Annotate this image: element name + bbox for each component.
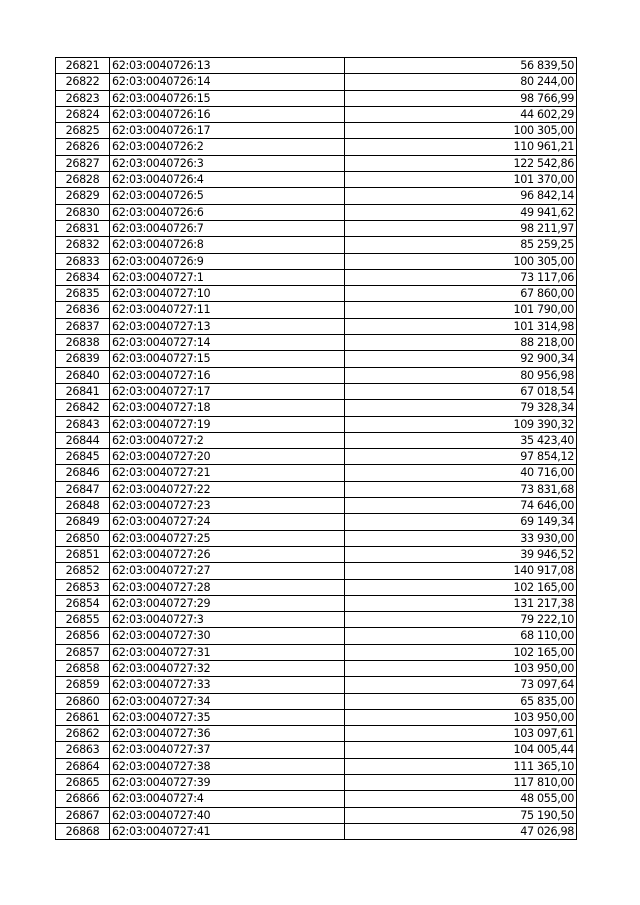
cadastral-value-cell: 40 716,00: [345, 465, 577, 481]
cadastral-value-cell: 98 211,97: [345, 220, 577, 236]
table-row: [56, 498, 577, 514]
cadastral-number-cell: 62:03:0040726:6: [110, 204, 345, 220]
cadastral-number-cell: 62:03:0040727:11: [110, 302, 345, 318]
cadastral-number-cell: 62:03:0040726:14: [110, 74, 345, 90]
table-row: [56, 90, 577, 106]
cadastral-number-cell: 62:03:0040727:14: [110, 335, 345, 351]
cadastral-value-cell: 56 839,50: [345, 58, 577, 74]
cadastral-number-cell: 62:03:0040727:16: [110, 367, 345, 383]
cadastral-value-cell: 80 956,98: [345, 367, 577, 383]
table-row: [56, 172, 577, 188]
table-row: [56, 123, 577, 139]
table-row: [56, 612, 577, 628]
row-number-cell: 26849: [56, 514, 110, 530]
cadastral-number-cell: 62:03:0040727:30: [110, 628, 345, 644]
cadastral-value-cell: 79 328,34: [345, 400, 577, 416]
row-number-cell: 26859: [56, 677, 110, 693]
table-row: [56, 449, 577, 465]
table-row: [56, 286, 577, 302]
cadastral-value-cell: 102 165,00: [345, 579, 577, 595]
row-number-cell: 26829: [56, 188, 110, 204]
cadastral-number-cell: 62:03:0040727:39: [110, 775, 345, 791]
cadastral-value-cell: 35 423,40: [345, 432, 577, 448]
cadastral-value-cell: 140 917,08: [345, 563, 577, 579]
row-number-cell: 26860: [56, 693, 110, 709]
table-row: [56, 807, 577, 823]
table-row: [56, 253, 577, 269]
row-number-cell: 26862: [56, 726, 110, 742]
table-row: [56, 237, 577, 253]
cadastral-value-cell: 44 602,29: [345, 106, 577, 122]
cadastral-value-cell: 69 149,34: [345, 514, 577, 530]
row-number-cell: 26842: [56, 400, 110, 416]
row-number-cell: 26825: [56, 123, 110, 139]
cadastral-number-cell: 62:03:0040727:35: [110, 709, 345, 725]
cadastral-number-cell: 62:03:0040726:13: [110, 58, 345, 74]
cadastral-value-cell: 109 390,32: [345, 416, 577, 432]
cadastral-number-cell: 62:03:0040727:19: [110, 416, 345, 432]
row-number-cell: 26847: [56, 481, 110, 497]
row-number-cell: 26852: [56, 563, 110, 579]
table-row: [56, 742, 577, 758]
row-number-cell: 26856: [56, 628, 110, 644]
cadastral-number-cell: 62:03:0040727:2: [110, 432, 345, 448]
row-number-cell: 26857: [56, 644, 110, 660]
row-number-cell: 26844: [56, 432, 110, 448]
row-number-cell: 26866: [56, 791, 110, 807]
table-row: [56, 58, 577, 74]
row-number-cell: 26843: [56, 416, 110, 432]
cadastral-value-cell: 73 831,68: [345, 481, 577, 497]
cadastral-value-cell: 80 244,00: [345, 74, 577, 90]
row-number-cell: 26824: [56, 106, 110, 122]
table-row: [56, 188, 577, 204]
cadastral-value-cell: 47 026,98: [345, 823, 577, 839]
table-row: [56, 660, 577, 676]
table-body: [56, 58, 577, 840]
cadastral-value-cell: 67 860,00: [345, 286, 577, 302]
cadastral-value-cell: 103 097,61: [345, 726, 577, 742]
table-row: [56, 269, 577, 285]
table-row: [56, 823, 577, 839]
cadastral-number-cell: 62:03:0040727:15: [110, 351, 345, 367]
table-row: [56, 758, 577, 774]
cadastral-value-cell: 67 018,54: [345, 383, 577, 399]
table-row: [56, 351, 577, 367]
cadastral-value-cell: 49 941,62: [345, 204, 577, 220]
cadastral-value-cell: 39 946,52: [345, 546, 577, 562]
cadastral-number-cell: 62:03:0040727:25: [110, 530, 345, 546]
table-row: [56, 481, 577, 497]
cadastral-value-cell: 100 305,00: [345, 253, 577, 269]
cadastral-number-cell: 62:03:0040727:1: [110, 269, 345, 285]
cadastral-value-cell: 85 259,25: [345, 237, 577, 253]
table-row: [56, 628, 577, 644]
cadastral-value-cell: 73 117,06: [345, 269, 577, 285]
cadastral-number-cell: 62:03:0040727:41: [110, 823, 345, 839]
cadastral-value-cell: 74 646,00: [345, 498, 577, 514]
cadastral-number-cell: 62:03:0040727:28: [110, 579, 345, 595]
cadastral-number-cell: 62:03:0040726:17: [110, 123, 345, 139]
row-number-cell: 26822: [56, 74, 110, 90]
row-number-cell: 26861: [56, 709, 110, 725]
row-number-cell: 26854: [56, 595, 110, 611]
row-number-cell: 26845: [56, 449, 110, 465]
cadastral-number-cell: 62:03:0040726:2: [110, 139, 345, 155]
cadastral-value-cell: 92 900,34: [345, 351, 577, 367]
cadastral-value-cell: 102 165,00: [345, 644, 577, 660]
table-row: [56, 432, 577, 448]
row-number-cell: 26858: [56, 660, 110, 676]
cadastral-value-cell: 122 542,86: [345, 155, 577, 171]
cadastral-number-cell: 62:03:0040727:32: [110, 660, 345, 676]
cadastral-number-cell: 62:03:0040727:37: [110, 742, 345, 758]
cadastral-value-cell: 117 810,00: [345, 775, 577, 791]
table-row: [56, 514, 577, 530]
cadastral-value-cell: 65 835,00: [345, 693, 577, 709]
table-row: [56, 465, 577, 481]
row-number-cell: 26839: [56, 351, 110, 367]
cadastral-number-cell: 62:03:0040727:13: [110, 318, 345, 334]
row-number-cell: 26867: [56, 807, 110, 823]
cadastral-number-cell: 62:03:0040727:10: [110, 286, 345, 302]
cadastral-number-cell: 62:03:0040726:16: [110, 106, 345, 122]
row-number-cell: 26821: [56, 58, 110, 74]
table-row: [56, 693, 577, 709]
table-row: [56, 644, 577, 660]
row-number-cell: 26841: [56, 383, 110, 399]
table-row: [56, 416, 577, 432]
cadastral-value-cell: 101 790,00: [345, 302, 577, 318]
cadastral-value-cell: 96 842,14: [345, 188, 577, 204]
table-row: [56, 530, 577, 546]
cadastral-value-cell: 103 950,00: [345, 660, 577, 676]
table-row: [56, 106, 577, 122]
row-number-cell: 26868: [56, 823, 110, 839]
row-number-cell: 26846: [56, 465, 110, 481]
cadastral-number-cell: 62:03:0040726:15: [110, 90, 345, 106]
row-number-cell: 26851: [56, 546, 110, 562]
row-number-cell: 26850: [56, 530, 110, 546]
cadastral-number-cell: 62:03:0040726:3: [110, 155, 345, 171]
table-row: [56, 139, 577, 155]
cadastral-number-cell: 62:03:0040727:20: [110, 449, 345, 465]
row-number-cell: 26853: [56, 579, 110, 595]
table-row: [56, 204, 577, 220]
row-number-cell: 26840: [56, 367, 110, 383]
cadastral-number-cell: 62:03:0040727:24: [110, 514, 345, 530]
cadastral-number-cell: 62:03:0040727:22: [110, 481, 345, 497]
cadastral-value-cell: 103 950,00: [345, 709, 577, 725]
table-row: [56, 677, 577, 693]
cadastral-number-cell: 62:03:0040727:26: [110, 546, 345, 562]
row-number-cell: 26837: [56, 318, 110, 334]
table-row: [56, 383, 577, 399]
row-number-cell: 26823: [56, 90, 110, 106]
cadastral-value-cell: 101 314,98: [345, 318, 577, 334]
cadastral-value-cell: 33 930,00: [345, 530, 577, 546]
cadastral-number-cell: 62:03:0040726:5: [110, 188, 345, 204]
table-row: [56, 335, 577, 351]
document-page: [55, 57, 577, 840]
row-number-cell: 26855: [56, 612, 110, 628]
cadastral-number-cell: 62:03:0040727:21: [110, 465, 345, 481]
table-row: [56, 74, 577, 90]
row-number-cell: 26864: [56, 758, 110, 774]
table-row: [56, 220, 577, 236]
row-number-cell: 26865: [56, 775, 110, 791]
cadastral-number-cell: 62:03:0040727:17: [110, 383, 345, 399]
cadastral-value-cell: 68 110,00: [345, 628, 577, 644]
cadastral-value-cell: 79 222,10: [345, 612, 577, 628]
row-number-cell: 26833: [56, 253, 110, 269]
row-number-cell: 26830: [56, 204, 110, 220]
table-row: [56, 155, 577, 171]
row-number-cell: 26838: [56, 335, 110, 351]
cadastral-value-cell: 101 370,00: [345, 172, 577, 188]
table-row: [56, 546, 577, 562]
row-number-cell: 26827: [56, 155, 110, 171]
row-number-cell: 26832: [56, 237, 110, 253]
cadastral-value-cell: 88 218,00: [345, 335, 577, 351]
table-row: [56, 302, 577, 318]
row-number-cell: 26835: [56, 286, 110, 302]
cadastral-number-cell: 62:03:0040727:29: [110, 595, 345, 611]
cadastral-number-cell: 62:03:0040726:7: [110, 220, 345, 236]
cadastral-value-cell: 48 055,00: [345, 791, 577, 807]
cadastral-number-cell: 62:03:0040727:38: [110, 758, 345, 774]
cadastral-number-cell: 62:03:0040727:40: [110, 807, 345, 823]
cadastral-value-cell: 131 217,38: [345, 595, 577, 611]
cadastral-value-cell: 98 766,99: [345, 90, 577, 106]
table-row: [56, 595, 577, 611]
cadastral-number-cell: 62:03:0040726:8: [110, 237, 345, 253]
table-row: [56, 400, 577, 416]
cadastral-number-cell: 62:03:0040727:34: [110, 693, 345, 709]
table-row: [56, 367, 577, 383]
cadastral-value-cell: 111 365,10: [345, 758, 577, 774]
row-number-cell: 26836: [56, 302, 110, 318]
table-row: [56, 726, 577, 742]
table-row: [56, 791, 577, 807]
row-number-cell: 26834: [56, 269, 110, 285]
table-row: [56, 563, 577, 579]
cadastral-number-cell: 62:03:0040726:4: [110, 172, 345, 188]
row-number-cell: 26863: [56, 742, 110, 758]
table-row: [56, 318, 577, 334]
row-number-cell: 26831: [56, 220, 110, 236]
cadastral-number-cell: 62:03:0040727:23: [110, 498, 345, 514]
row-number-cell: 26826: [56, 139, 110, 155]
cadastral-number-cell: 62:03:0040726:9: [110, 253, 345, 269]
cadastral-number-cell: 62:03:0040727:33: [110, 677, 345, 693]
cadastral-number-cell: 62:03:0040727:3: [110, 612, 345, 628]
cadastral-number-cell: 62:03:0040727:31: [110, 644, 345, 660]
cadastral-number-cell: 62:03:0040727:18: [110, 400, 345, 416]
cadastral-value-cell: 73 097,64: [345, 677, 577, 693]
cadastral-number-cell: 62:03:0040727:36: [110, 726, 345, 742]
cadastral-number-cell: 62:03:0040727:27: [110, 563, 345, 579]
cadastral-number-cell: 62:03:0040727:4: [110, 791, 345, 807]
cadastral-value-cell: 75 190,50: [345, 807, 577, 823]
table-row: [56, 709, 577, 725]
table-row: [56, 775, 577, 791]
row-number-cell: 26828: [56, 172, 110, 188]
table-row: [56, 579, 577, 595]
cadastral-value-cell: 104 005,44: [345, 742, 577, 758]
cadastral-value-cell: 100 305,00: [345, 123, 577, 139]
cadastral-value-cell: 110 961,21: [345, 139, 577, 155]
cadastral-value-cell: 97 854,12: [345, 449, 577, 465]
row-number-cell: 26848: [56, 498, 110, 514]
cadastral-value-table: [55, 57, 577, 840]
